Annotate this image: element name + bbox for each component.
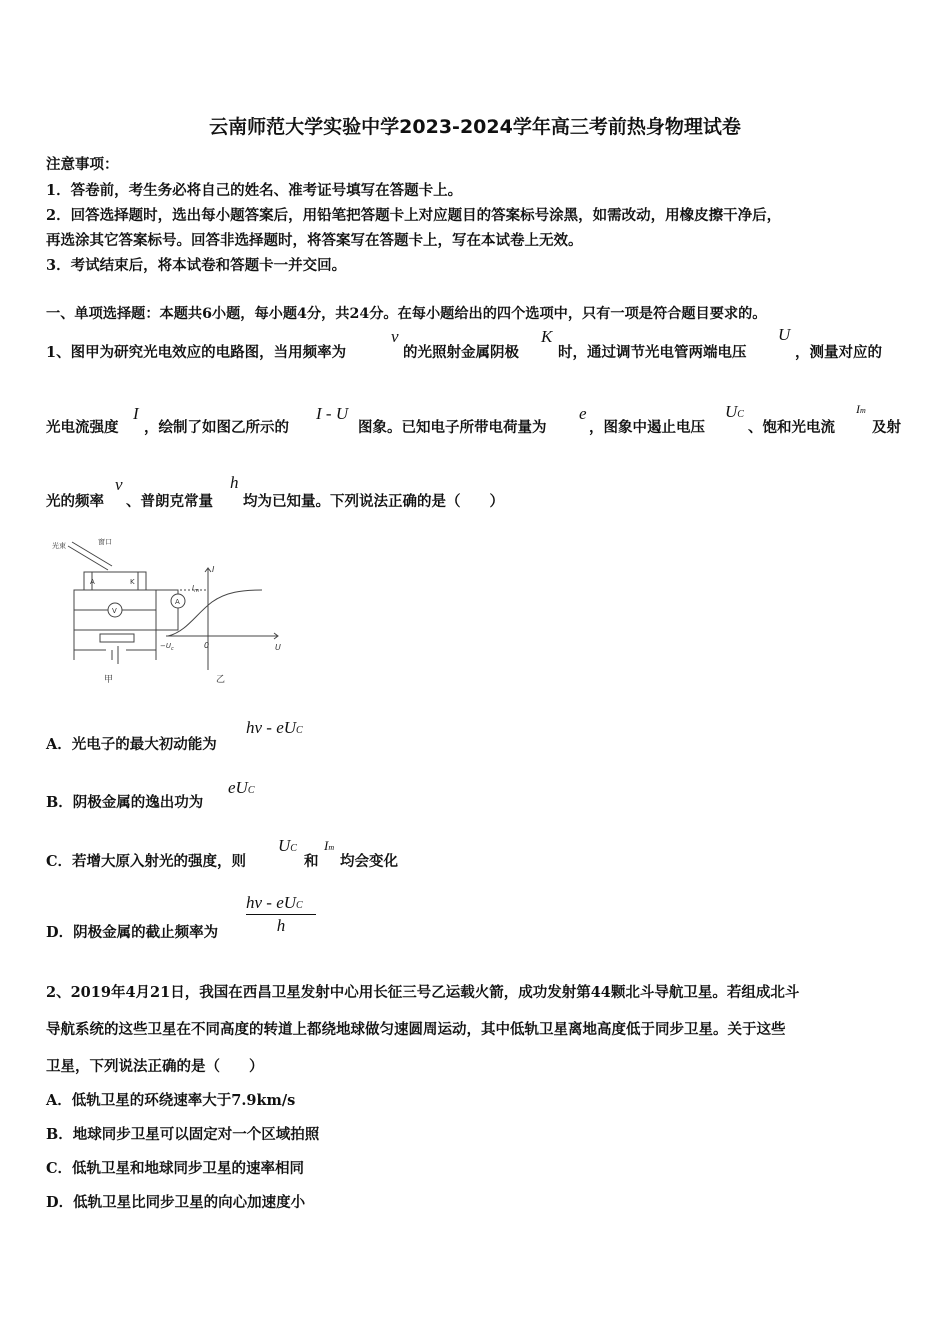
fig-ammeter-label: A xyxy=(175,598,180,606)
q1-line3-c: 均为已知量。下列说法正确的是（ ） xyxy=(243,493,504,510)
fig-voltmeter-label: V xyxy=(112,607,117,615)
notice-item-3: 3．考试结束后，将本试卷和答题卡一并交回。 xyxy=(46,257,347,274)
fig-caption-left: 甲 xyxy=(104,675,114,685)
q1-option-a-formula: hν - eUC xyxy=(246,718,303,737)
q2-line-3: 卫星，下列说法正确的是（ ） xyxy=(46,1058,264,1075)
q2-option-a: A．低轨卫星的环绕速率大于7.9km/s xyxy=(46,1092,296,1109)
notice-item-2-cont: 再选涂其它答案标号。回答非选择题时，将答案写在答题卡上，写在本试卷上无效。 xyxy=(46,232,583,249)
fraction-denominator: h xyxy=(276,916,286,935)
q2-line-1: 2、2019年4月21日，我国在西昌卫星发射中心用长征三号乙运载火箭，成功发射第44颗北斗导航卫星。若组成北斗 xyxy=(46,984,800,1001)
fraction-numerator: hν - eUC xyxy=(246,893,303,912)
q1-option-c-im: Im xyxy=(324,838,335,853)
fig-origin: 0 xyxy=(204,641,210,650)
q1-line2-d: ，图象中遏止电压 xyxy=(589,419,705,436)
q2-line-2: 导航系统的这些卫星在不同高度的转道上都绕地球做匀速圆周运动，其中低轨卫星离地高度低于同步卫星。关于这些 xyxy=(46,1021,786,1038)
q1-option-c-a: C．若增大原入射光的强度，则 xyxy=(46,853,247,870)
q1-option-b-formula: eUC xyxy=(228,778,255,797)
symbol-I: I xyxy=(133,404,139,423)
fraction-bar xyxy=(246,914,316,915)
q1-line3-a: 光的频率 xyxy=(46,493,104,510)
symbol-nu-2: v xyxy=(115,475,123,494)
fig-cathode-label: K xyxy=(130,578,135,586)
q1-line1-d: ，测量对应的 xyxy=(795,344,882,361)
q1-line3-b: 、普朗克常量 xyxy=(126,493,213,510)
q2-option-c: C．低轨卫星和地球同步卫星的速率相同 xyxy=(46,1160,305,1177)
q1-option-c-b: 均会变化 xyxy=(340,853,398,870)
q1-line2-a: 光电流强度 xyxy=(46,419,119,436)
light-ray-1 xyxy=(68,546,108,570)
fig-window-label: 窗口 xyxy=(98,538,112,546)
q1-option-d-fraction xyxy=(246,893,316,936)
section-heading: 一、单项选择题：本题共6小题，每小题4分，共24分。在每小题给出的四个选项中，只有一项是符合题目要求的。 xyxy=(46,306,767,322)
q1-option-b: B．阴极金属的逸出功为 xyxy=(46,794,204,811)
notice-heading: 注意事项： xyxy=(46,156,119,173)
symbol-Uc: UC xyxy=(725,402,744,421)
notice-item-1: 1．答卷前，考生务必将自己的姓名、准考证号填写在答题卡上。 xyxy=(46,182,463,199)
symbol-U: U xyxy=(778,325,791,344)
fig-Im-label: $I_m$ xyxy=(192,584,199,594)
symbol-K: K xyxy=(541,327,553,346)
fig-light-label: 光束 xyxy=(52,542,66,550)
symbol-e: e xyxy=(579,404,587,423)
q1-line2-c: 图象。已知电子所带电荷量为 xyxy=(358,419,547,436)
q1-line1-c: 时，通过调节光电管两端电压 xyxy=(558,344,747,361)
fig-neg-uc: $-U_c$ xyxy=(160,642,174,652)
rheostat xyxy=(100,634,134,642)
q1-line2-f: 及射 xyxy=(872,419,901,436)
fig-anode-label: A xyxy=(90,578,95,586)
q2-option-d: D．低轨卫星比同步卫星的向心加速度小 xyxy=(46,1194,306,1211)
q1-option-c-uc: UC xyxy=(278,836,297,855)
iu-curve xyxy=(168,590,262,636)
q1-line1-b: 的光照射金属阴极 xyxy=(403,344,519,361)
symbol-nu: v xyxy=(391,327,399,346)
q1-line2-e: 、饱和光电流 xyxy=(748,419,835,436)
symbol-Im: Im xyxy=(856,402,866,416)
q1-option-d: D．阴极金属的截止频率为 xyxy=(46,924,219,941)
q1-option-a: A．光电子的最大初动能为 xyxy=(46,736,217,753)
fig-caption-right: 乙 xyxy=(216,675,226,685)
fig-I-axis: I xyxy=(212,565,215,574)
q1-line2-b: ，绘制了如图乙所示的 xyxy=(144,419,289,436)
fig-U-axis: U xyxy=(275,643,281,652)
notice-item-2: 2．回答选择题时，选出每小题答案后，用铅笔把答题卡上对应题目的答案标号涂黑，如需改动，用橡皮擦干净后， xyxy=(46,207,782,224)
q1-option-c-and: 和 xyxy=(304,853,319,870)
photoelectric-figure xyxy=(46,532,296,687)
symbol-h: h xyxy=(230,473,239,492)
symbol-I-U: I - U xyxy=(316,404,349,423)
page-title: 云南师范大学实验中学2023-2024学年高三考前热身物理试卷 xyxy=(209,116,741,138)
q2-option-b: B．地球同步卫星可以固定对一个区域拍照 xyxy=(46,1126,320,1143)
q1-line1-a: 1、图甲为研究光电效应的电路图，当用频率为 xyxy=(46,344,347,361)
